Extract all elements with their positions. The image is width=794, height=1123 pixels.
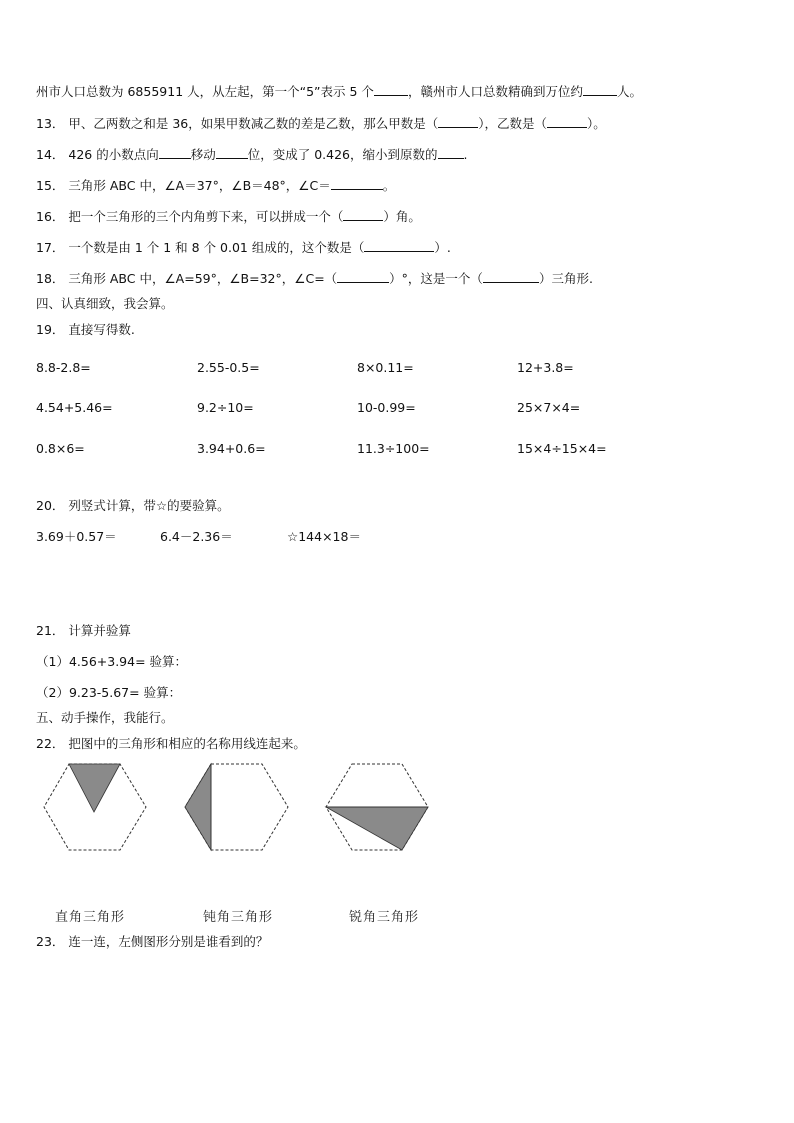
question-19-title: 19． 直接写得数. [36, 322, 135, 337]
vertical-calc-item: 6.4－2.36＝ [160, 529, 233, 544]
answer-blank[interactable] [159, 146, 191, 159]
vertical-calc-item: 3.69＋0.57＝ [36, 529, 117, 544]
calc-item: 12+3.8= [517, 360, 574, 375]
calc-item: 0.8×6= [36, 441, 85, 456]
calc-item: 8.8-2.8= [36, 360, 91, 375]
calc-item: 9.2÷10= [197, 400, 254, 415]
calc-verify-item: （1）4.56+3.94= 验算： [36, 654, 188, 669]
triangle-name-label[interactable]: 钝角三角形 [203, 910, 274, 925]
answer-blank[interactable] [374, 83, 408, 96]
hexagon-figure-3 [326, 764, 428, 850]
answer-blank[interactable] [438, 115, 478, 128]
question-14: 14． 426 的小数点向 移动 位，变成了 0.426，缩小到原数的 . [36, 147, 468, 162]
shaded-triangle [185, 764, 211, 850]
triangle-name-label[interactable]: 直角三角形 [55, 910, 126, 925]
section-heading-5: 五、动手操作，我能行。 [36, 710, 174, 725]
calc-item: 4.54+5.46= [36, 400, 113, 415]
answer-blank[interactable] [364, 239, 434, 252]
question-22-title: 22． 把图中的三角形和相应的名称用线连起来。 [36, 736, 306, 751]
question-13: 13． 甲、乙两数之和是 36，如果甲数减乙数的差是乙数，那么甲数是（ ），乙数是（ ）。 [36, 116, 606, 131]
section-heading-4: 四、认真细致，我会算。 [36, 296, 174, 311]
vertical-calc-item: ☆144×18＝ [287, 529, 361, 544]
answer-blank[interactable] [583, 83, 617, 96]
hexagon-figures [36, 758, 456, 863]
calc-item: 25×7×4= [517, 400, 581, 415]
calc-item: 3.94+0.6= [197, 441, 266, 456]
calc-item: 2.55-0.5= [197, 360, 260, 375]
question-15: 15． 三角形 ABC 中，∠A＝37°，∠B＝48°，∠C＝ 。 [36, 178, 396, 193]
hexagon-figure-1 [44, 764, 146, 850]
hexagon-figure-2 [185, 764, 288, 850]
answer-blank[interactable] [483, 270, 539, 283]
question-16: 16． 把一个三角形的三个内角剪下来，可以拼成一个（ ）角。 [36, 209, 421, 224]
calc-item: 11.3÷100= [357, 441, 430, 456]
question-17: 17． 一个数是由 1 个 1 和 8 个 0.01 组成的，这个数是（ ）. [36, 240, 451, 255]
answer-blank[interactable] [337, 270, 389, 283]
calc-item: 15×4÷15×4= [517, 441, 607, 456]
question-18: 18． 三角形 ABC 中，∠A=59°，∠B=32°，∠C=（ ）°，这是一个（ ）三角形. [36, 271, 593, 286]
question-20-title: 20． 列竖式计算，带☆的要验算。 [36, 498, 230, 513]
shaded-triangle [326, 807, 428, 850]
question-23-title: 23． 连一连，左侧图形分别是谁看到的？ [36, 934, 269, 949]
calc-item: 10-0.99= [357, 400, 416, 415]
calc-verify-item: （2）9.23-5.67= 验算： [36, 685, 182, 700]
question-12-tail: 州市人口总数为 6855911 人，从左起，第一个“5”表示 5 个 ，赣州市人口总数精确到万位约 人。 [36, 84, 642, 99]
answer-blank[interactable] [331, 177, 383, 190]
calc-item: 8×0.11= [357, 360, 414, 375]
answer-blank[interactable] [216, 146, 248, 159]
question-21-title: 21． 计算并验算 [36, 623, 131, 638]
answer-blank[interactable] [547, 115, 587, 128]
answer-blank[interactable] [343, 208, 383, 221]
shaded-triangle [69, 764, 120, 812]
triangle-name-label[interactable]: 锐角三角形 [349, 910, 420, 925]
answer-blank[interactable] [438, 146, 464, 159]
